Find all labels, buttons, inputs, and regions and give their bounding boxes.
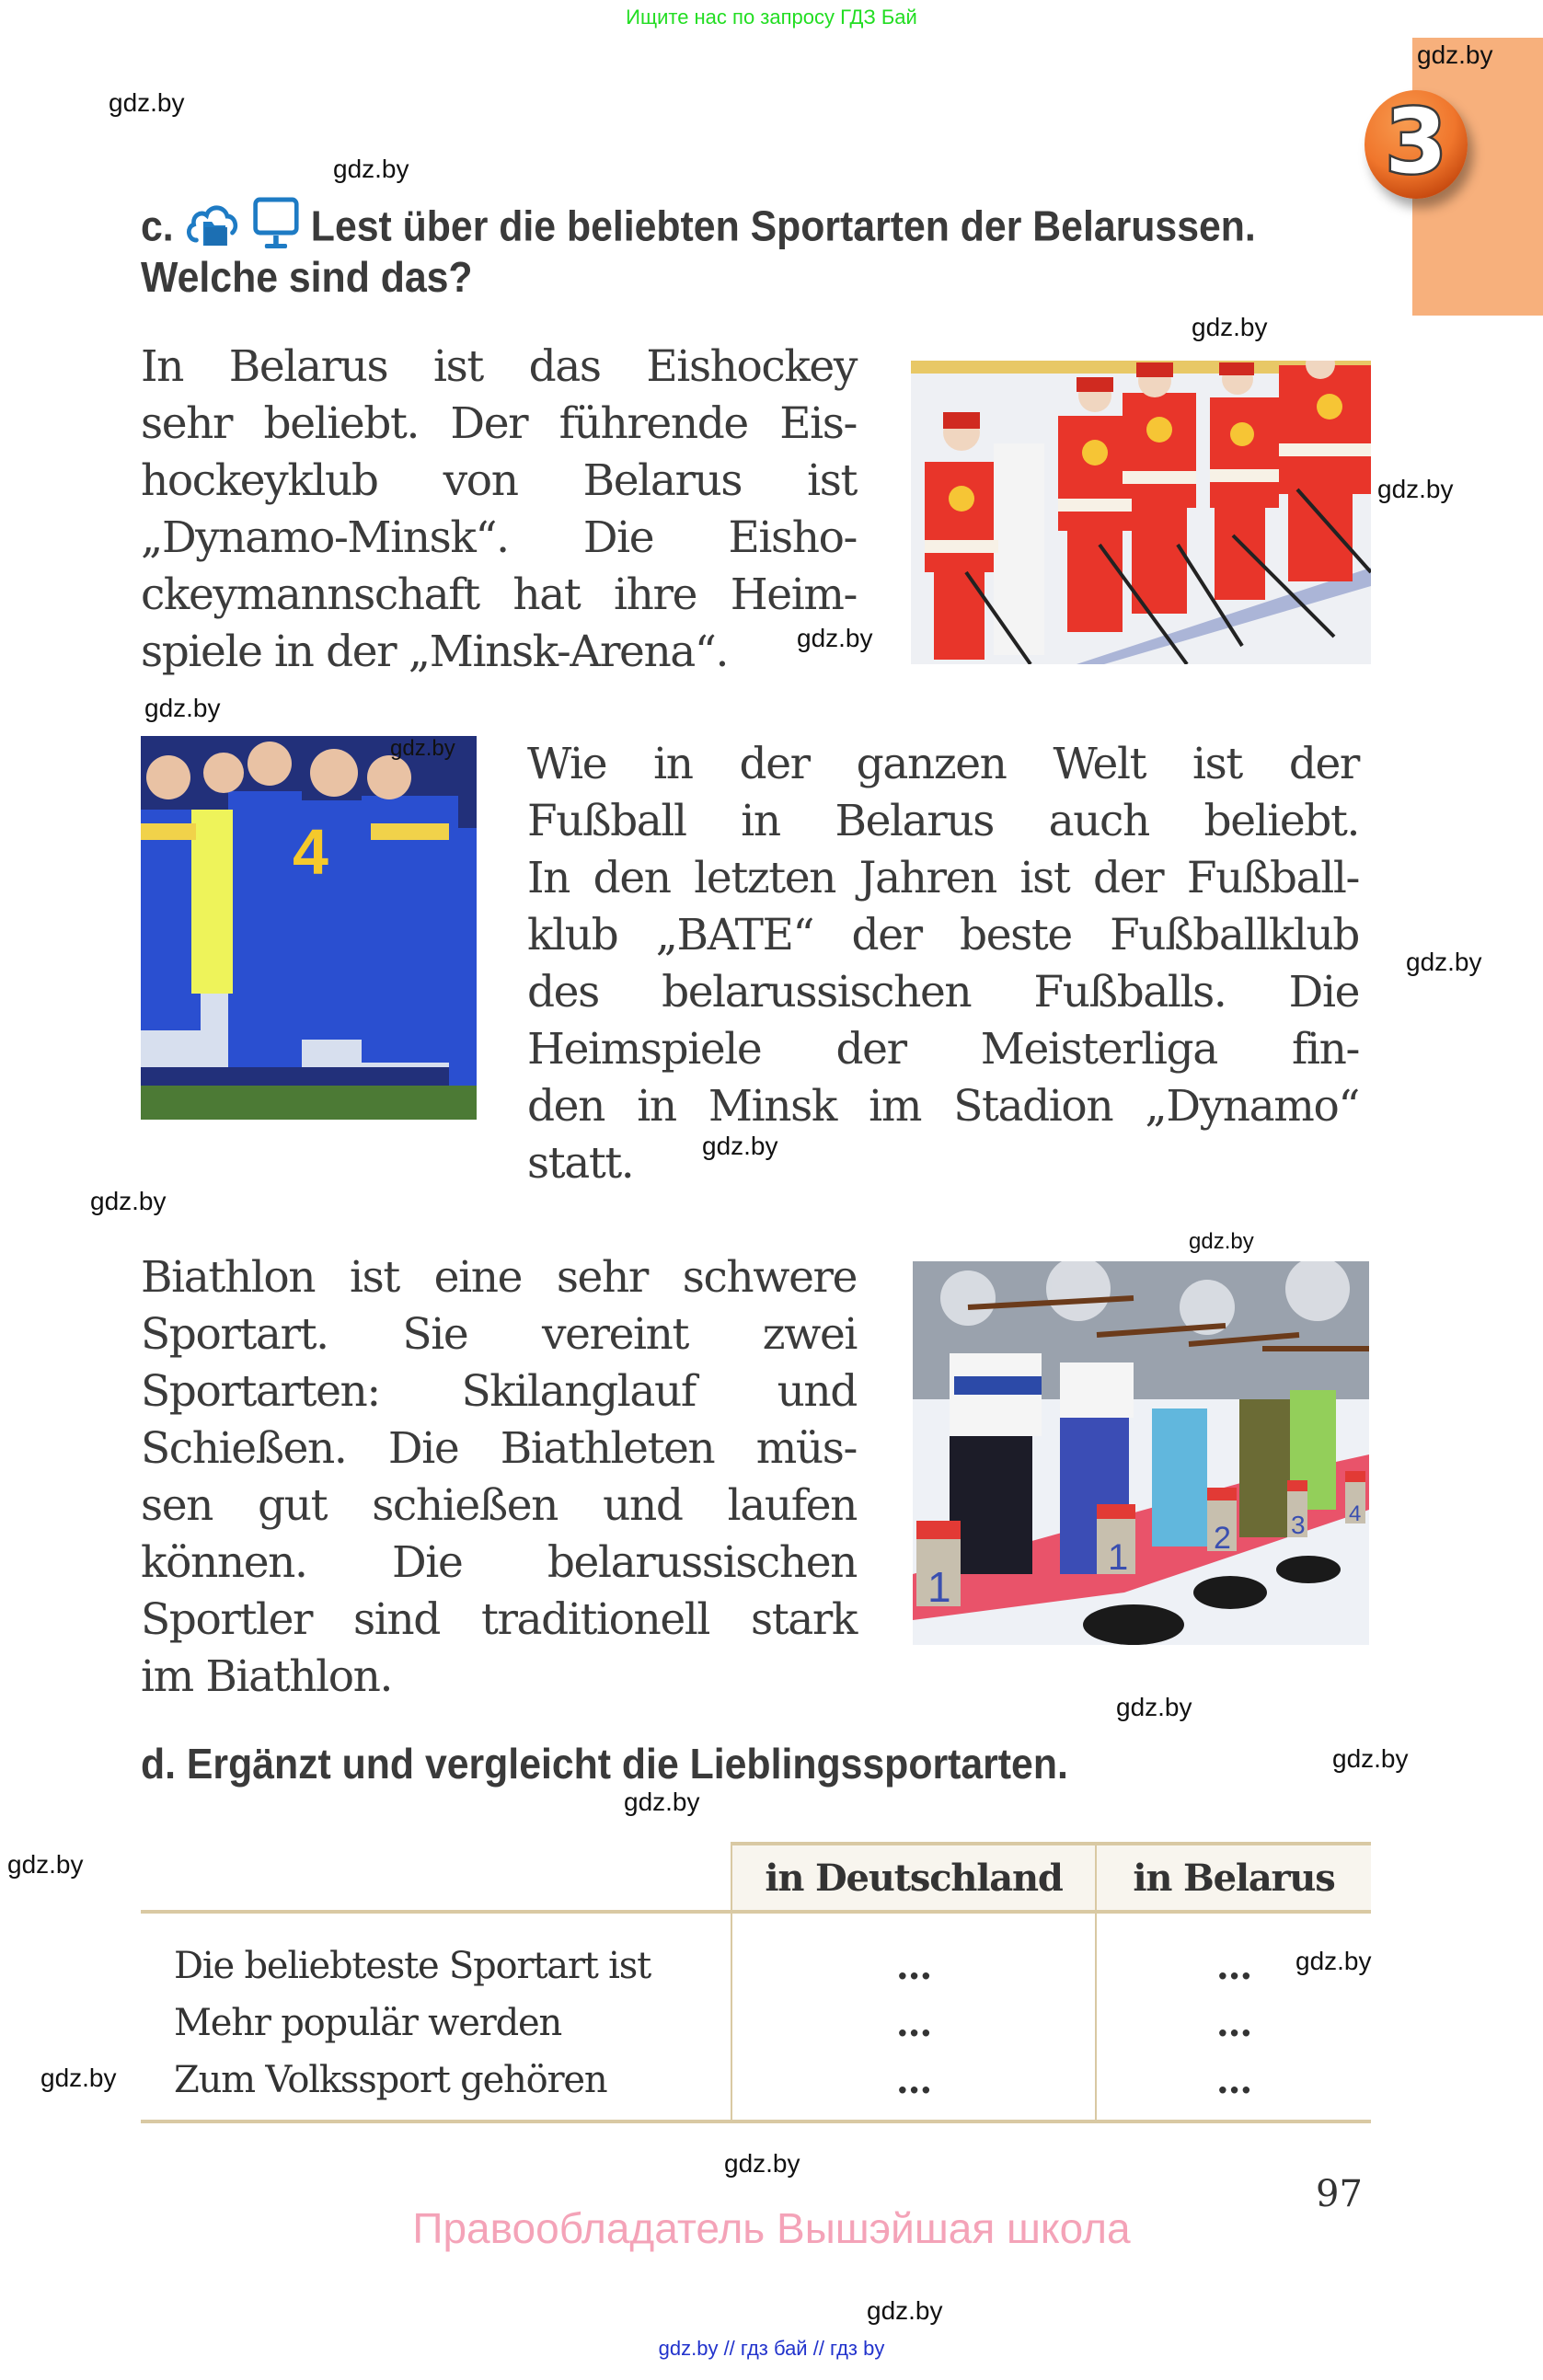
- watermark: gdz.by: [867, 2296, 943, 2325]
- watermark: gdz.by: [1189, 1229, 1254, 1254]
- chapter-number: 3: [1385, 90, 1447, 193]
- text-line: Wie in der ganzen Welt ist der: [527, 739, 1359, 789]
- search-hint-banner: Ищите нас по запросу ГДЗ Бай: [626, 6, 917, 29]
- hockey-team-photo: [911, 361, 1371, 664]
- watermark: gdz.by: [1116, 1693, 1192, 1721]
- text-line: sen gut schießen und laufen: [141, 1480, 857, 1531]
- watermark: gdz.by: [90, 1187, 167, 1215]
- watermark: gdz.by: [40, 2064, 117, 2092]
- watermark: gdz.by: [144, 694, 221, 722]
- text-line: sehr beliebt. Der führende Eis-: [141, 398, 857, 449]
- svg-text:2: 2: [1214, 1521, 1231, 1556]
- watermark: gdz.by: [7, 1850, 84, 1879]
- table-header-deutschland: in Deutschland: [731, 1844, 1096, 1912]
- svg-text:4: 4: [293, 816, 328, 888]
- text-line: können. Die belarussischen: [141, 1537, 857, 1588]
- watermark: gdz.by: [390, 736, 455, 761]
- section-c-heading-line2: Welche sind das?: [141, 253, 473, 301]
- text-line: „Dynamo-Minsk“. Die Eisho-: [141, 512, 857, 563]
- belarus-blank[interactable]: ...: [1096, 2052, 1371, 2121]
- text-line: Sportler sind traditionell stark: [141, 1594, 857, 1645]
- watermark: gdz.by: [624, 1788, 700, 1816]
- watermark: gdz.by: [702, 1132, 778, 1160]
- belarus-blank[interactable]: ...: [1096, 1912, 1371, 1995]
- section-c-heading-line1: Lest über die beliebten Sportarten der Belarussen.: [310, 201, 1256, 250]
- text-line: statt.: [527, 1138, 634, 1189]
- text-line: ckeymannschaft hat ihre Heim-: [141, 569, 857, 620]
- table-header-belarus: in Belarus: [1096, 1844, 1371, 1912]
- text-line: spiele in der „Minsk-Arena“.: [141, 627, 729, 677]
- svg-text:1: 1: [927, 1563, 951, 1611]
- row-label: Mehr populär werden: [174, 2002, 562, 2044]
- text-line: Sportart. Sie vereint zwei: [141, 1309, 857, 1360]
- chapter-number-badge: [1365, 90, 1468, 199]
- text-line: hockeyklub von Belarus ist: [141, 455, 857, 506]
- deutschland-blank[interactable]: ...: [731, 1995, 1096, 2052]
- section-d-heading: d. Ergänzt und vergleicht die Lieblingssportarten.: [141, 1740, 1068, 1788]
- table-row: [141, 1995, 1371, 2052]
- table-header-empty: [141, 1844, 731, 1912]
- watermark: gdz.by: [1332, 1744, 1409, 1773]
- deutschland-blank[interactable]: ...: [731, 2052, 1096, 2121]
- text-line: Sportarten: Skilanglauf und: [141, 1366, 857, 1417]
- svg-text:3: 3: [1291, 1511, 1306, 1539]
- football-paragraph: [527, 736, 1359, 1192]
- footer-links[interactable]: gdz.by // гдз бай // гдз by: [658, 2337, 885, 2360]
- text-line: Schießen. Die Biathleten müs-: [141, 1423, 857, 1474]
- text-line: Biathlon ist eine sehr schwere: [141, 1252, 857, 1303]
- text-line: klub „BATE“ der beste Fußballklub: [527, 910, 1359, 960]
- text-line: im Biathlon.: [141, 1651, 393, 1702]
- comparison-table: [141, 1842, 1371, 2123]
- text-line: In den letzten Jahren ist der Fußball-: [527, 853, 1359, 903]
- watermark: gdz.by: [109, 88, 185, 117]
- text-line: In Belarus ist das Eishockey: [141, 341, 857, 392]
- hockey-paragraph: [141, 339, 857, 681]
- table-row: [141, 1912, 1371, 1995]
- row-label: Die beliebteste Sportart ist: [174, 1945, 651, 1987]
- table-header-row: [141, 1844, 1371, 1912]
- watermark: gdz.by: [1295, 1947, 1372, 1975]
- watermark: gdz.by: [1406, 948, 1482, 976]
- biathlon-photo: [913, 1261, 1369, 1645]
- belarus-blank[interactable]: ...: [1096, 1995, 1371, 2052]
- text-line: des belarussischen Fußballs. Die: [527, 967, 1359, 1018]
- text-line: den in Minsk im Stadion „Dynamo“: [527, 1081, 1359, 1132]
- watermark: gdz.by: [1377, 475, 1454, 503]
- watermark: gdz.by: [1417, 40, 1493, 69]
- watermark: gdz.by: [724, 2149, 800, 2178]
- football-team-photo: [141, 736, 477, 1120]
- watermark: gdz.by: [797, 624, 873, 652]
- copyright-notice: Правообладатель Вышэйшая школа: [412, 2204, 1131, 2252]
- table-row: [141, 2052, 1371, 2121]
- watermark: gdz.by: [1192, 313, 1268, 341]
- watermark: gdz.by: [333, 155, 409, 183]
- text-line: Heimspiele der Meisterliga fin-: [527, 1024, 1359, 1075]
- section-c-letter: c.: [141, 201, 174, 250]
- deutschland-blank[interactable]: ...: [731, 1912, 1096, 1995]
- biathlon-paragraph: [141, 1249, 857, 1706]
- page-number: 97: [1316, 2173, 1363, 2215]
- svg-text:4: 4: [1349, 1501, 1362, 1526]
- row-label: Zum Volkssport gehören: [141, 2052, 731, 2121]
- svg-text:1: 1: [1108, 1537, 1129, 1578]
- text-line: Fußball in Belarus auch beliebt.: [527, 796, 1359, 846]
